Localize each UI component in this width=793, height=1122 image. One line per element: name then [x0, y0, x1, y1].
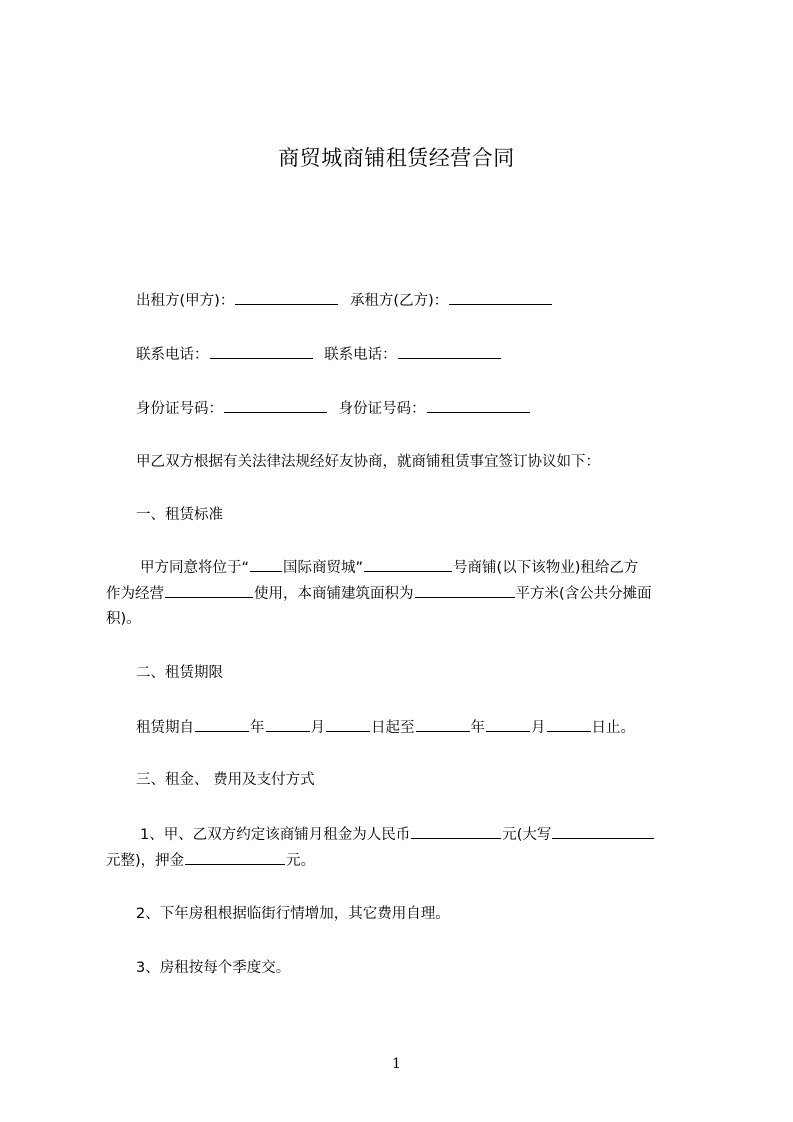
section1-line3: 积)。 [106, 611, 141, 627]
lease-term-line [136, 717, 635, 738]
intro-paragraph: 甲乙双方根据有关法律法规经好友协商，就商铺租赁事宜签订协议如下： [136, 454, 600, 470]
lessor-label: 出租方(甲方)： [136, 293, 235, 309]
lessee-phone-blank [398, 344, 501, 359]
start-year-blank [195, 717, 249, 732]
rent-text-d: 元。 [286, 853, 316, 869]
lessee-id-label: 身份证号码： [338, 401, 426, 417]
rent-text-a: 1、甲、乙双方约定该商铺月租金为人民币 [140, 827, 411, 843]
section1-text-b: 国际商贸城” [283, 560, 364, 576]
lessor-id-blank [224, 398, 327, 413]
lessor-id-label: 身份证号码： [136, 401, 223, 417]
section1-heading: 一、租赁标准 [136, 507, 223, 523]
monthly-rent-blank [411, 824, 501, 839]
lessor-name-blank [235, 290, 338, 305]
rent-capital-blank [552, 824, 654, 839]
section1-line1 [140, 557, 638, 578]
end-month-label: 月 [531, 720, 546, 736]
section1-text-c: 号商铺(以下该物业)租给乙方 [453, 560, 639, 576]
rent-text-b: 元(大写 [502, 827, 552, 843]
rent-line2 [106, 850, 315, 871]
rent-text-c: 元整)，押金 [106, 853, 185, 869]
id-line [136, 398, 531, 419]
lessor-phone-label: 联系电话： [136, 347, 209, 363]
lessee-phone-label: 联系电话： [324, 347, 397, 363]
start-day-blank [326, 717, 370, 732]
end-day-blank [547, 717, 591, 732]
deposit-blank [185, 850, 285, 865]
rent-line1 [140, 824, 655, 845]
end-month-blank [486, 717, 530, 732]
section1-text-e: 使用，本商铺建筑面积为 [254, 586, 414, 602]
end-year-label: 年 [470, 720, 485, 736]
start-year-label: 年 [250, 720, 265, 736]
end-day-label: 日止。 [591, 720, 635, 736]
business-use-blank [165, 583, 253, 598]
section1-text-f: 平方米(含公共分摊面 [515, 586, 652, 602]
city-blank [250, 557, 282, 572]
lessee-id-blank [427, 398, 530, 413]
start-month-label: 月 [310, 720, 325, 736]
lessee-label: 承租方(乙方)： [349, 293, 449, 309]
phone-line [136, 344, 502, 365]
start-month-blank [266, 717, 310, 732]
party-names-line [136, 290, 553, 311]
section3-heading: 三、租金、 费用及支付方式 [136, 772, 315, 788]
lease-term-prefix: 租赁期自 [136, 720, 194, 736]
section1-text-a: 甲方同意将位于“ [140, 560, 250, 576]
lessee-name-blank [449, 290, 552, 305]
page-number: 1 [392, 1056, 401, 1072]
area-blank [415, 583, 515, 598]
shop-number-blank [364, 557, 452, 572]
rent-item3: 3、房租按每个季度交。 [136, 960, 291, 976]
lessor-phone-blank [210, 344, 313, 359]
document-title: 商贸城商铺租赁经营合同 [278, 146, 515, 170]
section1-text-d: 作为经营 [106, 586, 164, 602]
rent-item2: 2、下年房租根据临街行情增加，其它费用自理。 [136, 906, 450, 922]
section1-line2 [106, 583, 652, 604]
end-year-blank [416, 717, 470, 732]
section2-heading: 二、租赁期限 [136, 665, 223, 681]
start-day-label: 日起至 [371, 720, 415, 736]
